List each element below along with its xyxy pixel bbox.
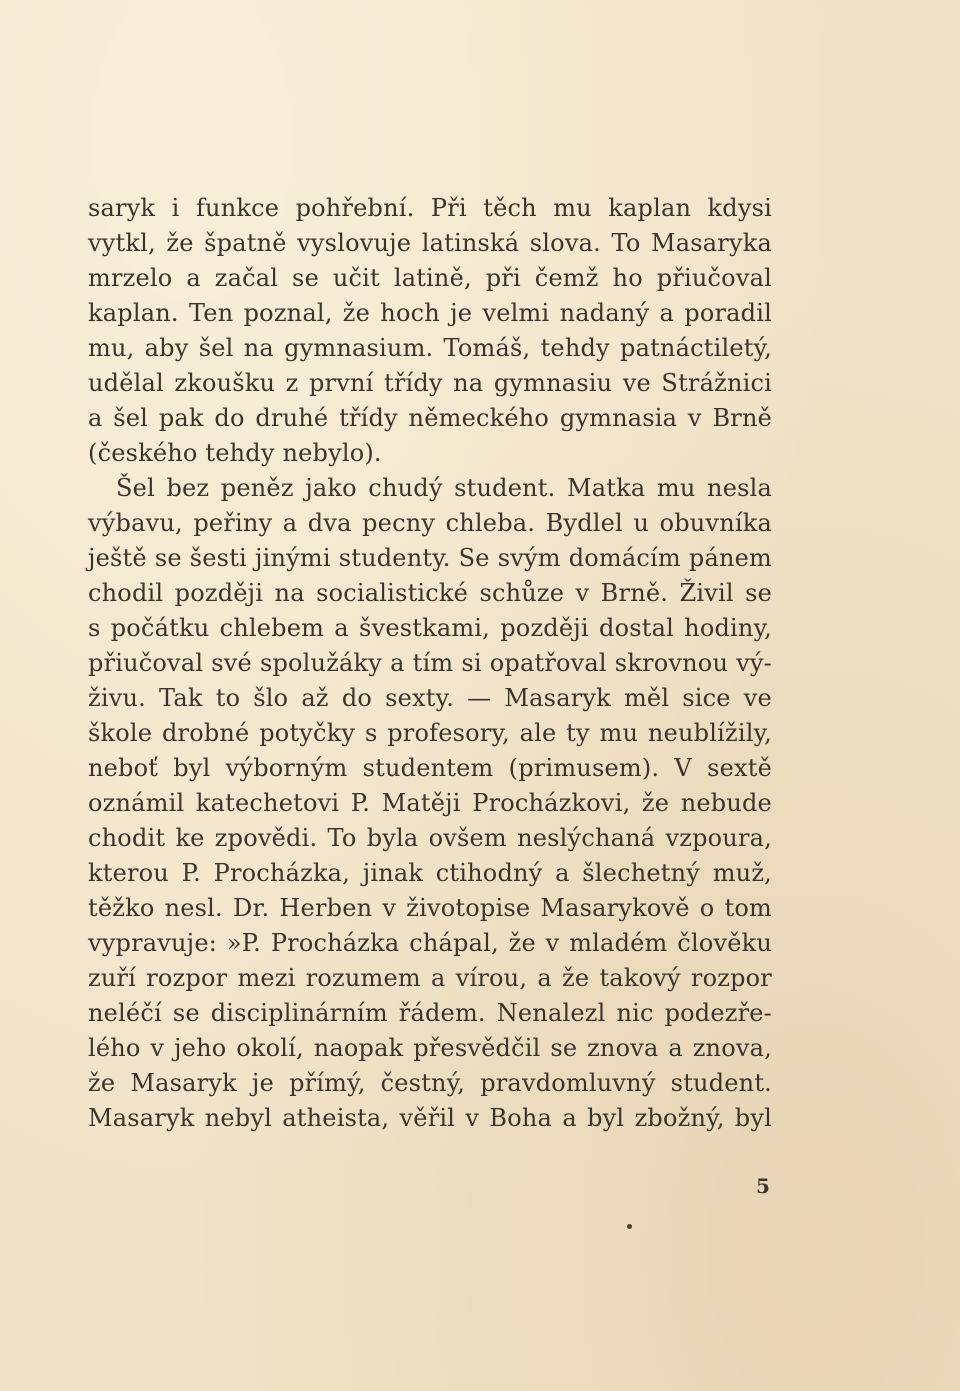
- text-line: vytkl, že špatně vyslovuje latinská slova. To Masaryka: [88, 229, 772, 257]
- text-line: Šel bez peněz jako chudý student. Matka mu nesla: [116, 474, 773, 502]
- text-line: přiučoval své spolužáky a tím si opatřoval skrovnou vý-: [88, 649, 772, 677]
- text-line: chodit ke zpovědi. To byla ovšem neslýchaná vzpoura,: [88, 824, 772, 852]
- body-text: [88, 191, 772, 1136]
- text-line: živu. Tak to šlo až do sexty. — Masaryk měl sice ve: [88, 684, 772, 712]
- text-line: ještě se šesti jinými studenty. Se svým domácím pánem: [88, 544, 772, 572]
- text-line: a šel pak do druhé třídy německého gymnasia v Brně: [88, 404, 773, 432]
- text-line: Masaryk nebyl atheista, věřil v Boha a byl zbožný, byl: [88, 1104, 773, 1132]
- text-line: kterou P. Procházka, jinak ctihodný a šlechetný muž,: [88, 859, 772, 887]
- text-line: že Masaryk je přímý, čestný, pravdomluvný student.: [88, 1069, 772, 1097]
- text-line: neboť byl výborným studentem (primusem). V sextě: [88, 754, 773, 782]
- text-line: mu, aby šel na gymnasium. Tomáš, tehdy patnáctiletý,: [88, 334, 772, 362]
- text-line: mrzelo a začal se učit latině, při čemž ho přiučoval: [88, 264, 772, 292]
- text-line: výbavu, peřiny a dva pecny chleba. Bydlel u obuvníka: [88, 509, 772, 537]
- text-line: lého v jeho okolí, naopak přesvědčil se znova a znova,: [88, 1034, 772, 1062]
- text-line: (českého tehdy nebylo).: [88, 439, 382, 467]
- text-line: těžko nesl. Dr. Herben v životopise Masarykově o tom: [88, 894, 772, 922]
- text-line: vypravuje: »P. Procházka chápal, že v mladém člověku: [88, 929, 773, 957]
- text-line: oznámil katechetovi P. Matěji Procházkovi, že nebude: [88, 789, 772, 817]
- text-line: kaplan. Ten poznal, že hoch je velmi nadaný a poradil: [88, 299, 772, 327]
- text-line: chodil později na socialistické schůze v Brně. Živil se: [88, 579, 773, 607]
- text-line: udělal zkoušku z první třídy na gymnasiu ve Strážnici: [88, 369, 772, 397]
- text-line: zuří rozpor mezi rozumem a vírou, a že takový rozpor: [88, 964, 772, 992]
- ink-speck: [627, 1224, 632, 1229]
- text-line: s počátku chlebem a švestkami, později dostal hodiny,: [88, 614, 772, 642]
- text-line: saryk i funkce pohřební. Při těch mu kaplan kdysi: [88, 194, 773, 222]
- text-line: neléčí se disciplinárním řádem. Nenalezl nic podezře-: [88, 999, 772, 1027]
- page-number: 5: [756, 1174, 770, 1198]
- text-line: škole drobné potyčky s profesory, ale ty mu neublížily,: [88, 719, 772, 747]
